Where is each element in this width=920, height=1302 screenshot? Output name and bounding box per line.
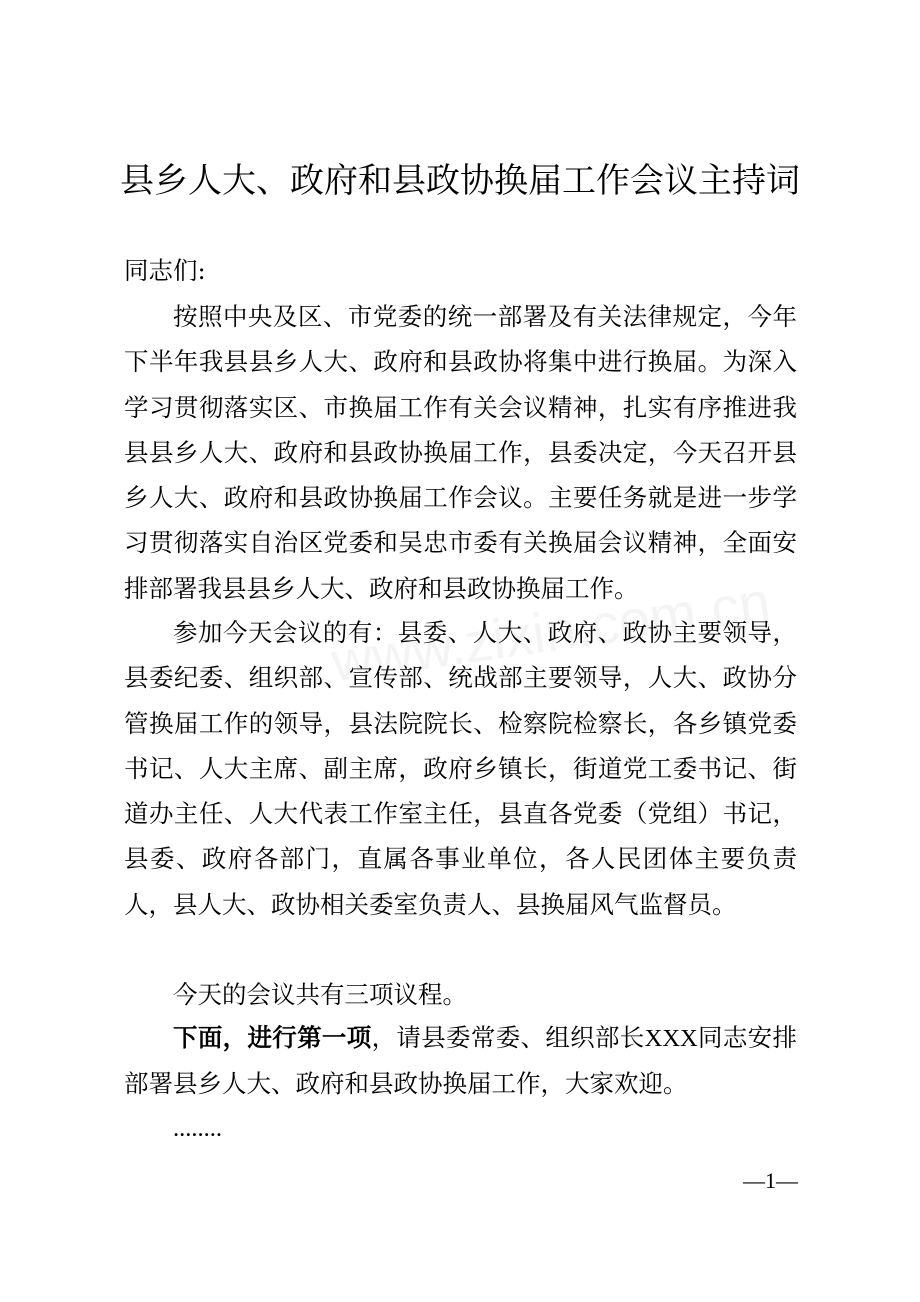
paragraph-background: 按照中央及区、市党委的统一部署及有关法律规定，今年下半年我县县乡人大、政府和县政协将集中进行换届。为深入学习贯彻落实区、市换届工作有关会议精神，扎实有序推进我县县乡人大、政府和县政协换届工作，县委决定，今天召开县乡人大、政府和县政协换届工作会议。主要任务就是进一步学习贯彻落实自治区党委和吴忠市委有关换届会议精神，全面安排部署我县县乡人大、政府和县政协换届工作。 xyxy=(124,302,797,603)
agenda-lead: 下面，进行第一项 xyxy=(173,1023,372,1052)
agenda-text-before-name: ，请县委常委、组织部长 xyxy=(371,1023,645,1052)
paragraph-agenda-count: 今天的会议共有三项议程。 xyxy=(173,980,467,1009)
page-number: —1— xyxy=(743,1168,798,1193)
salutation: 同志们: xyxy=(124,256,206,285)
ellipsis: ........ xyxy=(173,1115,222,1142)
document-title: 县乡人大、政府和县政协换届工作会议主持词 xyxy=(120,161,800,201)
agenda-text-after-name: 同志安排部署县乡人大、政府和县政协换届工作，大家欢迎。 xyxy=(124,1023,798,1099)
agenda-speaker-name: XXX xyxy=(644,1025,698,1052)
paragraph-first-item xyxy=(124,1015,797,1107)
paragraph-attendees: 参加今天会议的有：县委、人大、政府、政协主要领导，县委纪委、组织部、宣传部、统战部主要领导，人大、政协分管换届工作的领导，县法院院长、检察院检察长，各乡镇党委书记、人大主席、副主席，政府乡镇长，街道党工委书记、街道办主任、人大代表工作室主任，县直各党委（党组）书记，县委、政府各部门，直属各事业单位，各人民团体主要负责人，县人大、政协相关委室负责人、县换届风气监督员。 xyxy=(124,618,797,919)
